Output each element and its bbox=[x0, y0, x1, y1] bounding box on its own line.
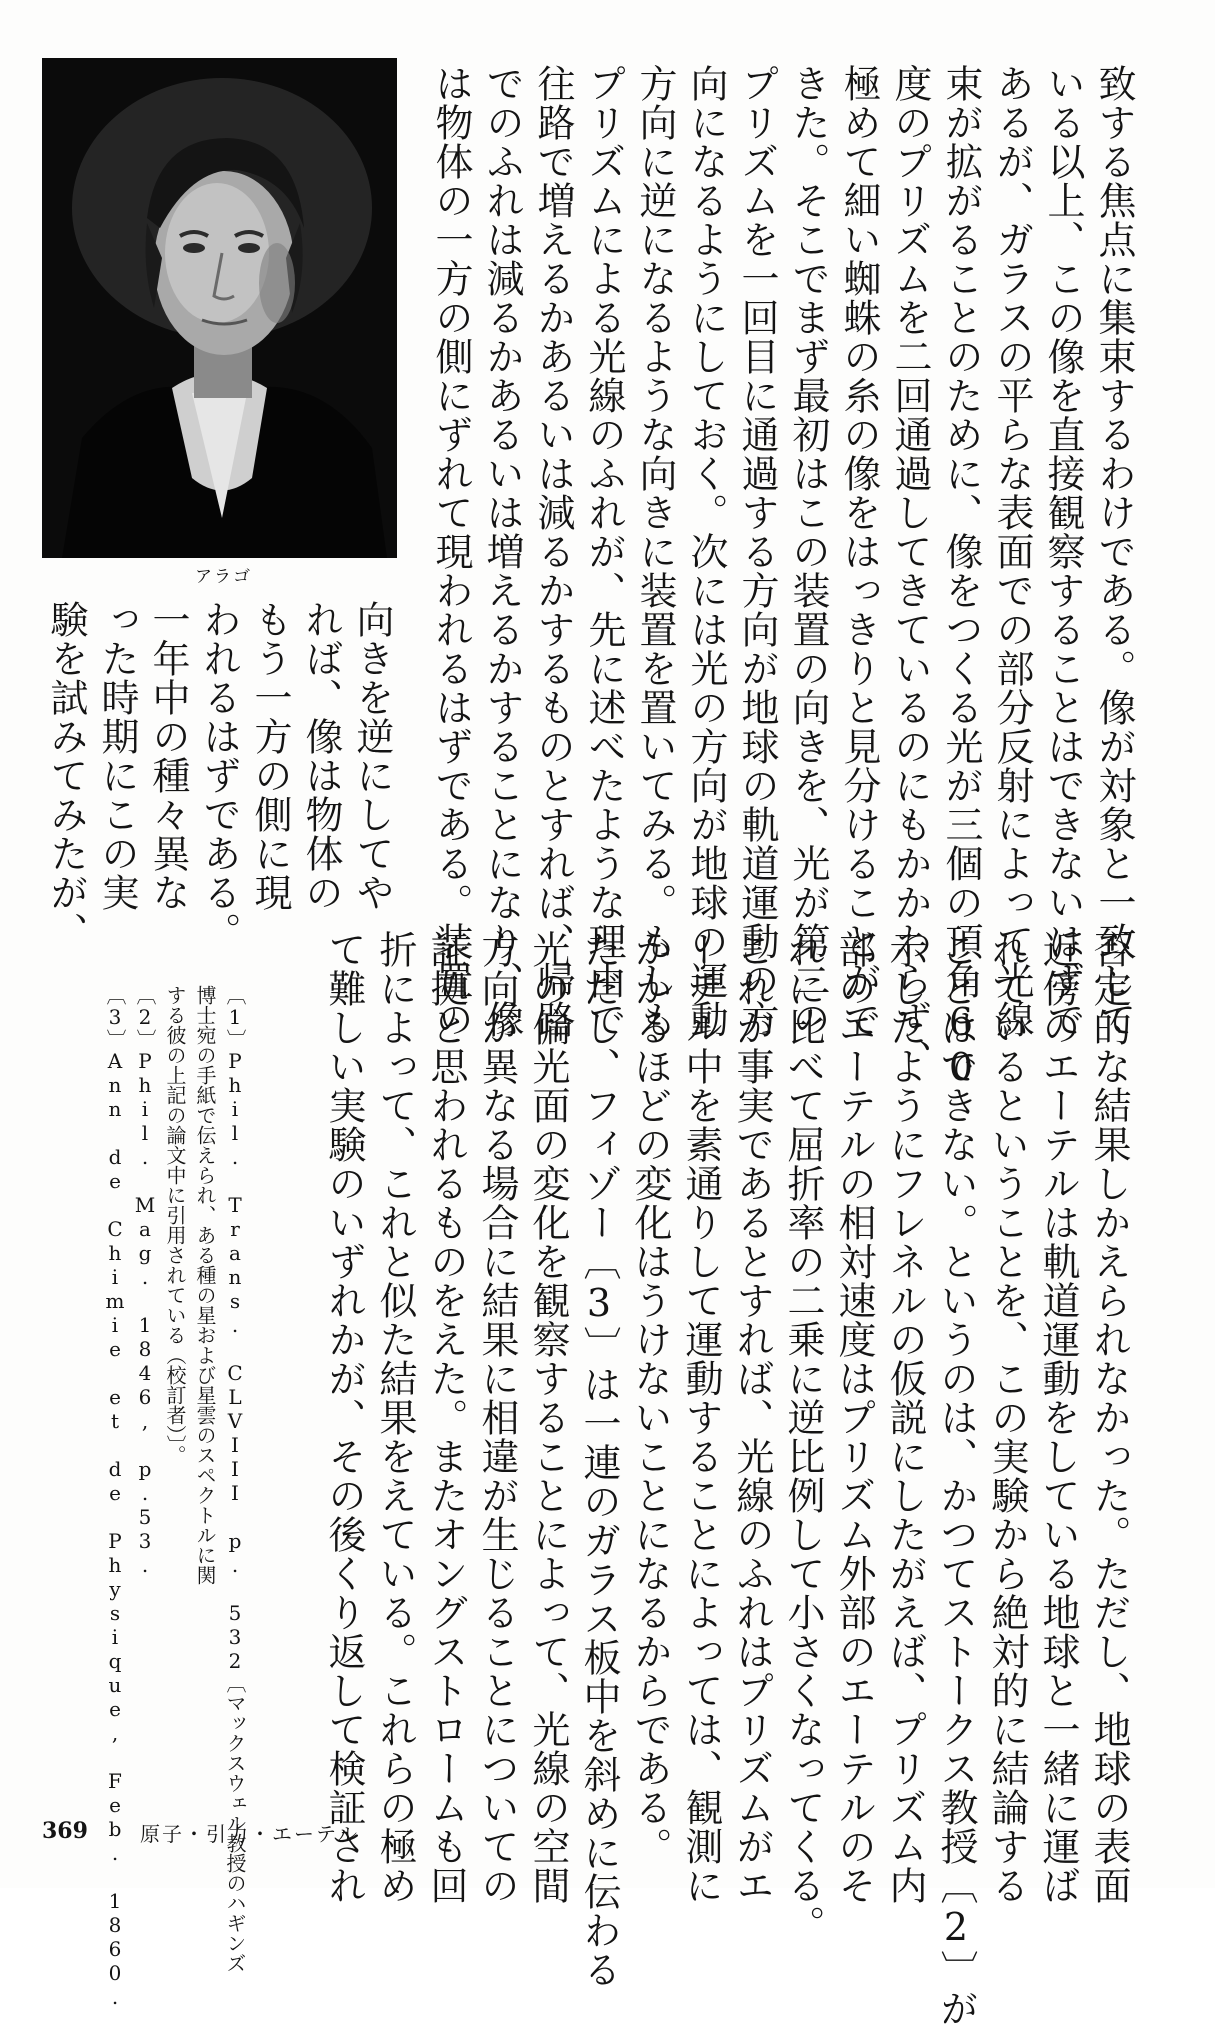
text-column: プリズムを一回目に通過する方向が地球の軌道運動の方 bbox=[735, 64, 779, 1039]
text-column: れば、像は物体の bbox=[299, 600, 343, 912]
text-column: 向になるようにしておく。次には光の方向が地球の運動 bbox=[684, 64, 728, 1039]
text-column: は物体の一方の側にずれて現われるはずである。装置の bbox=[429, 64, 473, 1039]
text-column: 一年中の種々異な bbox=[146, 600, 190, 912]
text-column: 否定的な結果しかえられなかった。ただし、地球の表面 bbox=[1087, 930, 1131, 1905]
text-column: った時期にこの実 bbox=[95, 600, 139, 912]
text-column: いる以上、この像を直接観察することはできないはずで bbox=[1041, 64, 1085, 1039]
text-column: でのふれは減るかあるいは増えるかすることになり、像 bbox=[480, 64, 524, 1039]
lower-text-block bbox=[318, 930, 1134, 2028]
text-column: 近傍のエーテルは軌道運動をしている地球と一緒に運ば bbox=[1036, 930, 1080, 1905]
text-column: これが事実であるとすれば、光線のふれはプリズムがエ bbox=[730, 930, 774, 1905]
text-column: プリズムによる光線のふれが、先に述べたような理由で bbox=[582, 64, 626, 1039]
page-number: 369 bbox=[42, 1818, 88, 1844]
text-column: 験を試みてみたが、 bbox=[44, 600, 88, 951]
footnote-line: 博士宛の手紙で伝えられ、ある種の星および星雲のスペクトルに関 bbox=[193, 985, 217, 1585]
text-column: れに比べて屈折率の二乗に逆比例して小さくなってくる。 bbox=[781, 930, 825, 1944]
text-column: かかるほどの変化はうけないことになるからである。 bbox=[628, 930, 672, 1866]
portrait-caption: アラゴ bbox=[195, 567, 252, 587]
text-column: もう一方の側に現 bbox=[248, 600, 292, 912]
text-column: 折によって、これと似た結果をえている。これらの極め bbox=[373, 930, 417, 1905]
text-column: て難しい実験のいずれかが、その後くり返して検証され bbox=[322, 930, 366, 1905]
footnote-line: 〔1〕Phil. Trans. CLVIII p. 532〔マックスウェル教授のハギンズ bbox=[223, 985, 247, 1973]
text-column: ーテル中を素通りして運動することによっては、観測に bbox=[679, 930, 723, 1905]
text-column: われるはずである。 bbox=[197, 600, 241, 951]
text-column: 致する焦点に集束するわけである。像が対象と一致して bbox=[1092, 64, 1136, 1039]
text-column: 極めて細い蜘蛛の糸の像をはっきりと見分けることがで bbox=[837, 64, 881, 1039]
footnote-line: 〔2〕Phil. Mag. 1846, p.53. bbox=[133, 985, 157, 1577]
text-column: 示したようにフレネルの仮説にしたがえば、プリズム内 bbox=[883, 930, 927, 1905]
text-column: 束が拡がることのために、像をつくる光が三個の頂角60 bbox=[939, 64, 983, 1090]
text-column: 方向が異なる場合に結果に相違が生じることについての bbox=[475, 930, 519, 1905]
text-column: あるが、ガラスの平らな表面での部分反射によって光線 bbox=[990, 64, 1034, 1039]
text-column: れているということを、この実験から絶対的に結論する bbox=[985, 930, 1029, 1905]
footnote-line: 〔3〕Ann de Chimie et de Physique, Feb. 1860. bbox=[103, 985, 127, 2009]
text-column: 向きを逆にしてや bbox=[350, 600, 394, 912]
portrait-photo-icon bbox=[42, 58, 397, 558]
text-column: 方向に逆になるような向きに装置を置いてみる。もしも bbox=[633, 64, 677, 1039]
text-column: ただし、フィゾー〔3〕は一連のガラス板中を斜めに伝わる bbox=[577, 930, 621, 1989]
text-column: きた。そこでまず最初はこの装置の向きを、光が第二の bbox=[786, 64, 830, 1039]
text-column: 証拠と思われるものをえた。またオングストロームも回 bbox=[424, 930, 468, 1905]
upper-text-block bbox=[425, 64, 1139, 1090]
footnote-line: する彼の上記の論文中に引用されている（校訂者）〕。 bbox=[163, 985, 187, 1465]
wrap-text-block bbox=[40, 600, 397, 951]
text-column: ことはできない。というのは、かつてストークス教授〔2〕が bbox=[934, 930, 978, 2028]
text-column: 光の偏光面の変化を観察することによって、光線の空間 bbox=[526, 930, 570, 1905]
text-column: 度のプリズムを二回通過してきているのにもかかわらず、 bbox=[888, 64, 932, 1078]
running-title: 原子・引力・エーテル bbox=[140, 1822, 359, 1846]
text-column: 往路で増えるかあるいは減るかするものとすれば、帰路 bbox=[531, 64, 575, 1039]
text-column: 部のエーテルの相対速度はプリズム外部のエーテルのそ bbox=[832, 930, 876, 1905]
